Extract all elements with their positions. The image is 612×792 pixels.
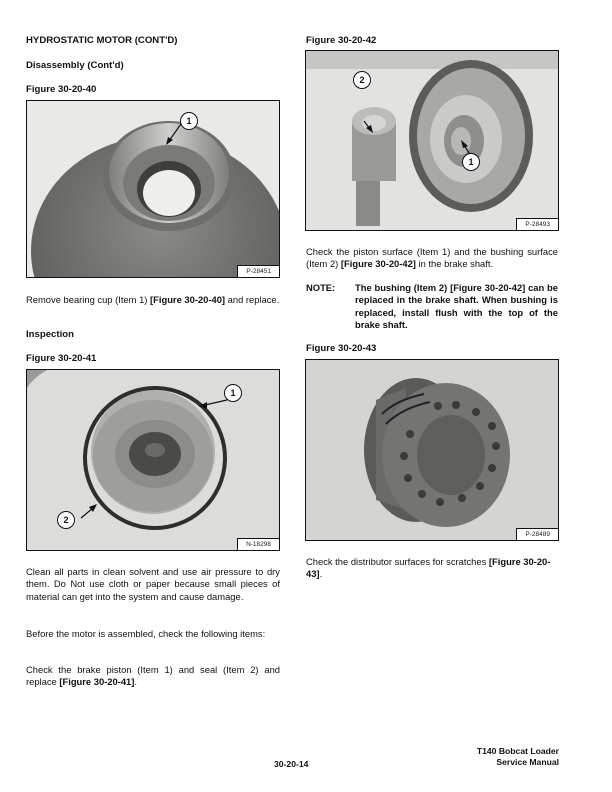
brake-shaft-photo (306, 51, 559, 231)
note-block (306, 282, 558, 332)
section-title: HYDROSTATIC MOTOR (CONT'D) (26, 35, 178, 46)
photo-id: P-28493 (516, 218, 558, 230)
callout-1: 1 (180, 112, 198, 130)
paragraph-check-piston-surface: Check the piston surface (Item 1) and the bushing surface (Item 2) [Figure 30-20-42] in the brake shaft. (306, 246, 558, 270)
note-label: NOTE: (306, 282, 336, 293)
figure-caption: Figure 30-20-40 (26, 84, 97, 95)
figure-caption: Figure 30-20-43 (306, 343, 377, 354)
subsection-title: Disassembly (Cont'd) (26, 60, 124, 71)
callout-1: 1 (462, 153, 480, 171)
callout-1: 1 (224, 384, 242, 402)
manual-title-line2: Service Manual (496, 757, 559, 767)
bearing-cup-photo (27, 101, 280, 278)
paragraph-check-piston: Check the brake piston (Item 1) and seal (Item 2) and replace [Figure 30-20-41]. (26, 664, 280, 688)
paragraph-clean-parts: Clean all parts in clean solvent and use air pressure to dry them. Do Not use cloth or paper because small pieces of material can get into the system and cause damage. (26, 566, 280, 602)
figure-30-20-41-photo (26, 369, 280, 551)
figure-caption: Figure 30-20-41 (26, 353, 97, 364)
callout-2: 2 (353, 71, 371, 89)
figure-30-20-42-photo (305, 50, 559, 231)
callout-2: 2 (57, 511, 75, 529)
distributor-photo (306, 360, 559, 541)
paragraph-before-assembly: Before the motor is assembled, check the following items: (26, 628, 266, 639)
paragraph-check-distributor: Check the distributor surfaces for scratches [Figure 30-20-43]. (306, 556, 551, 580)
manual-title (477, 746, 559, 768)
page-number: 30-20-14 (274, 759, 309, 769)
inspection-heading: Inspection (26, 329, 74, 340)
photo-id: P-28451 (237, 265, 279, 277)
paragraph-remove-bearing: Remove bearing cup (Item 1) [Figure 30-20-40] and replace. (26, 294, 280, 305)
photo-id: P-28489 (516, 528, 558, 540)
note-text: The bushing (Item 2) [Figure 30-20-42] can be replaced in the brake shaft. When bushing is replaced, install flush with the top of the brake shaft. (355, 282, 558, 331)
photo-id: N-18298 (237, 538, 279, 550)
figure-caption: Figure 30-20-42 (306, 35, 377, 46)
figure-30-20-40-photo (26, 100, 280, 278)
manual-title-line1: T140 Bobcat Loader (476, 746, 559, 756)
figure-30-20-43-photo (305, 359, 559, 541)
